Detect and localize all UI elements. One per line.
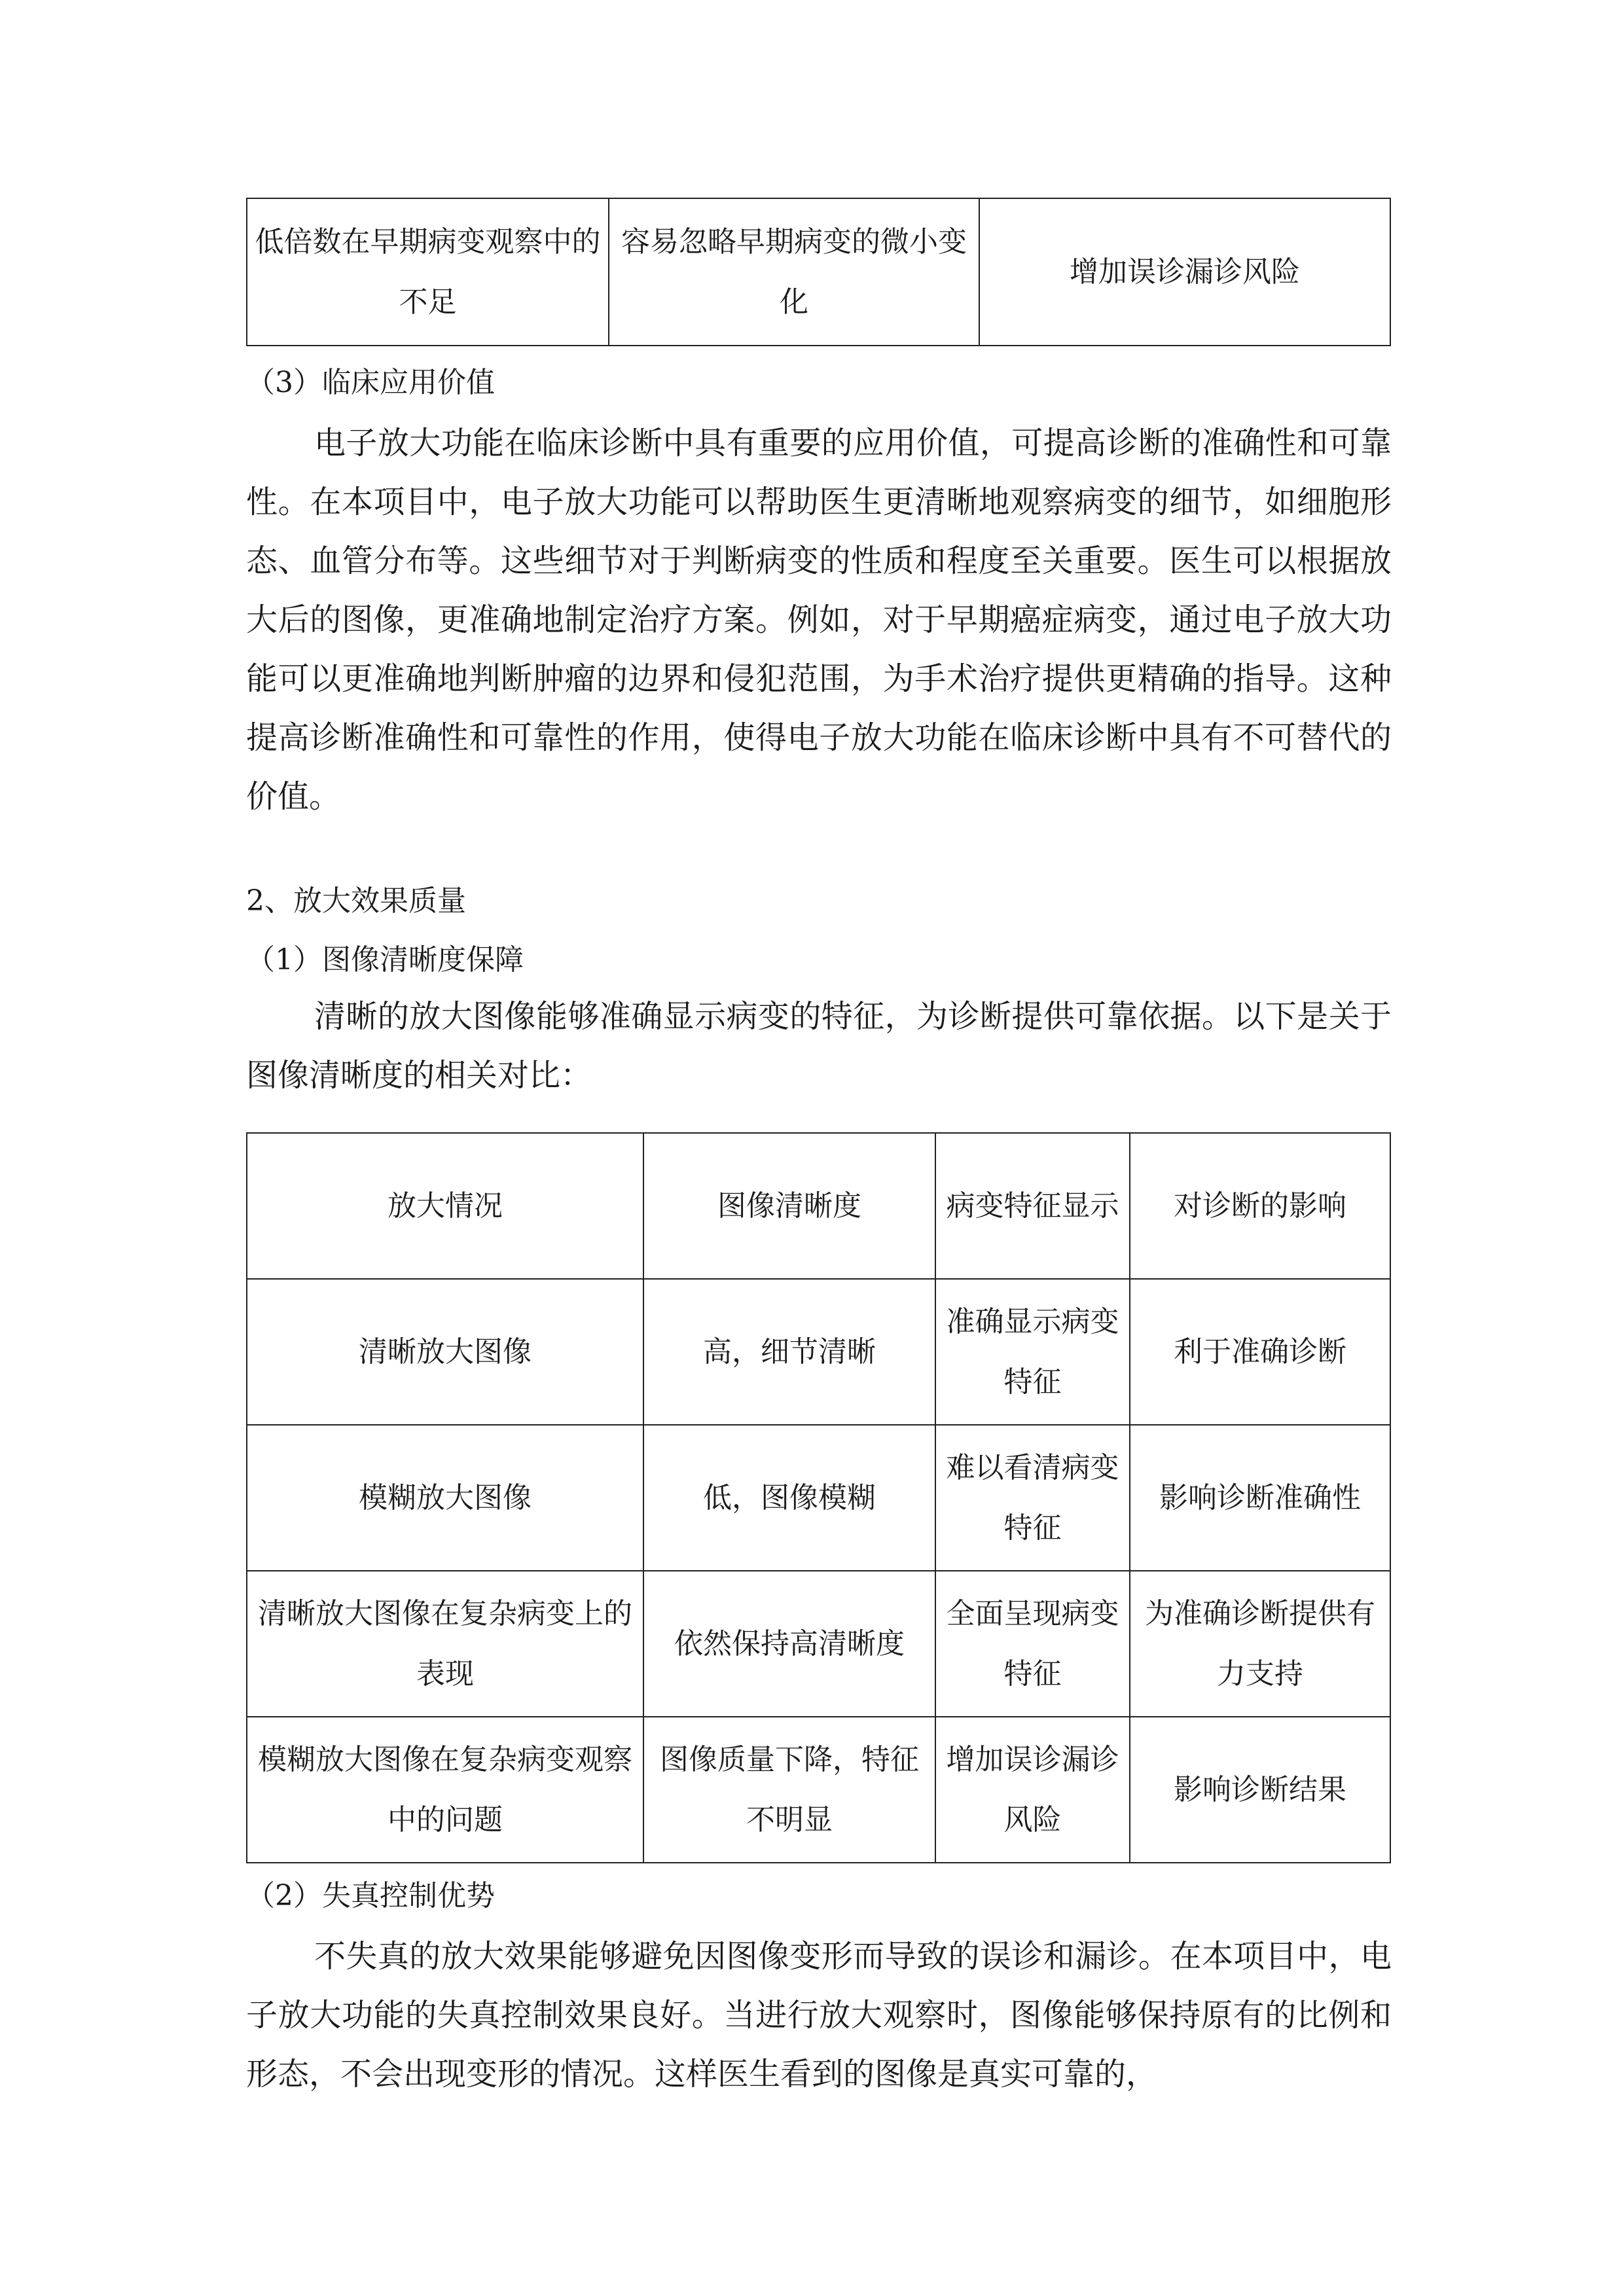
paragraph-distortion: 不失真的放大效果能够避免因图像变形而导致的误诊和漏诊。在本项目中，电子放大功能的失真控制效果良好。当进行放大观察时，图像能够保持原有的比例和形态，不会出现变形的情况。这样医生看到的图像是真实可靠的， xyxy=(246,1938,1392,2092)
table-cell: 低，图像模糊 xyxy=(643,1425,935,1571)
table-header-cell: 图像清晰度 xyxy=(643,1133,935,1279)
subsection-title-distortion: （2）失真控制优势 xyxy=(246,1879,495,1912)
table-header-cell: 病变特征显示 xyxy=(935,1133,1130,1279)
paragraph-clinical-value: 电子放大功能在临床诊断中具有重要的应用价值，可提高诊断的准确性和可靠性。在本项目中，电子放大功能可以帮助医生更清晰地观察病变的细节，如细胞形态、血管分布等。这些细节对于判断病变的性质和程度至关重要。医生可以根据放大后的图像，更准确地制定治疗方案。例如，对于早期癌症病变，通过电子放大功能可以更准确地判断肿瘤的边界和侵犯范围，为手术治疗提供更精确的指导。这种提高诊断准确性和可靠性的作用，使得电子放大功能在临床诊断中具有不可替代的价值。 xyxy=(246,425,1392,815)
table-row xyxy=(247,1279,1390,1425)
table-cell: 利于准确诊断 xyxy=(1130,1279,1390,1425)
table-cell: 清晰放大图像 xyxy=(247,1279,643,1425)
table-cell: 图像质量下降，特征不明显 xyxy=(643,1717,935,1863)
clarity-comparison-table xyxy=(246,1132,1391,1863)
paragraph-clarity: 清晰的放大图像能够准确显示病变的特征，为诊断提供可靠依据。以下是关于图像清晰度的相关对比： xyxy=(246,998,1392,1094)
table-cell: 影响诊断结果 xyxy=(1130,1717,1390,1863)
table-cell: 增加误诊漏诊风险 xyxy=(935,1717,1130,1863)
table-cell: 模糊放大图像 xyxy=(247,1425,643,1571)
table-cell: 影响诊断准确性 xyxy=(1130,1425,1390,1571)
table-row xyxy=(247,1571,1390,1717)
table-row xyxy=(247,198,1390,346)
table-row xyxy=(247,1425,1390,1571)
table-cell: 全面呈现病变特征 xyxy=(935,1571,1130,1717)
table-cell: 增加误诊漏诊风险 xyxy=(979,198,1390,346)
section-title-clinical-value: （3）临床应用价值 xyxy=(246,366,495,399)
table-cell: 依然保持高清晰度 xyxy=(643,1571,935,1717)
table-cell: 容易忽略早期病变的微小变化 xyxy=(609,198,979,346)
table-cell: 高，细节清晰 xyxy=(643,1279,935,1425)
section-title-magnification-quality: 2、放大效果质量 xyxy=(246,884,466,918)
table-cell: 准确显示病变特征 xyxy=(935,1279,1130,1425)
table-header-cell: 放大情况 xyxy=(247,1133,643,1279)
table-cell: 低倍数在早期病变观察中的不足 xyxy=(247,198,609,346)
subsection-title-clarity: （1）图像清晰度保障 xyxy=(246,943,524,977)
table-cell: 为准确诊断提供有力支持 xyxy=(1130,1571,1390,1717)
table-header-cell: 对诊断的影响 xyxy=(1130,1133,1390,1279)
table-cell: 难以看清病变特征 xyxy=(935,1425,1130,1571)
table-cell: 清晰放大图像在复杂病变上的表现 xyxy=(247,1571,643,1717)
comparison-table-top xyxy=(246,198,1391,346)
table-row xyxy=(247,1717,1390,1863)
table-header-row xyxy=(247,1133,1390,1279)
table-cell: 模糊放大图像在复杂病变观察中的问题 xyxy=(247,1717,643,1863)
